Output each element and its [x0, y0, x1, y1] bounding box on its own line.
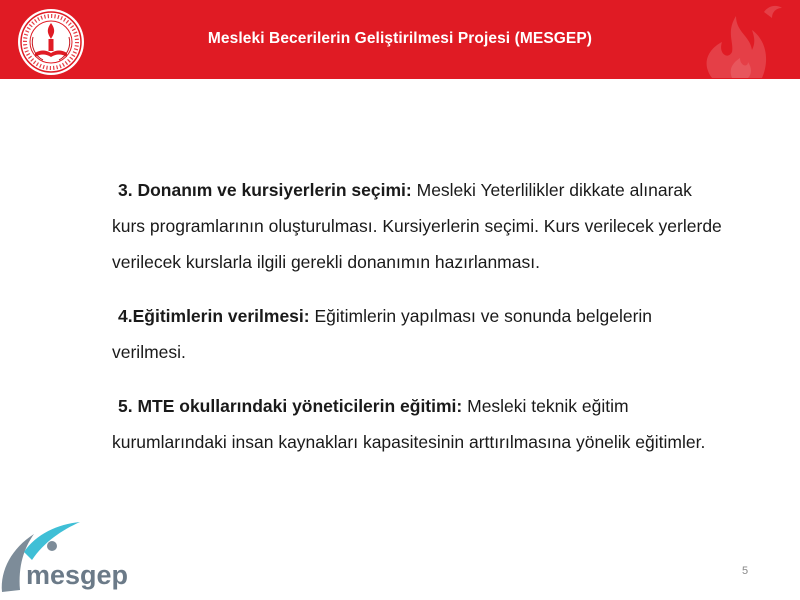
list-item — [112, 388, 722, 460]
list-item — [112, 172, 722, 280]
item-text: Mesleki Yeterlilikler dikkate alınarak kurs programlarının oluşturulması. Kursiyerlerin seçimi. Kurs verilecek yerlerde verilecek kurslarla ilgili gerekli donanımın hazırlanması. — [112, 180, 722, 272]
mesgep-logo — [0, 518, 160, 600]
page-title: Mesleki Becerilerin Geliştirilmesi Projesi (MESGEP) — [207, 30, 593, 47]
mesgep-logo-text: mesgep — [26, 560, 129, 590]
flame-watermark-icon — [692, 2, 792, 78]
item-heading: 5. MTE okullarındaki yöneticilerin eğitimi: — [118, 396, 463, 416]
item-heading: 3. Donanım ve kursiyerlerin seçimi: — [118, 180, 412, 200]
item-text: Eğitimlerin yapılması ve sonunda belgelerin verilmesi. — [112, 306, 653, 362]
list-item — [112, 298, 722, 370]
slide-content — [112, 172, 722, 478]
page-number: 5 — [742, 565, 749, 577]
header-bar — [0, 0, 800, 79]
item-heading: 4.Eğitimlerin verilmesi: — [118, 306, 310, 326]
item-text: Mesleki teknik eğitim kurumlarındaki insan kaynakları kapasitesinin arttırılmasına yönelik eğitimler. — [112, 396, 706, 452]
meb-logo-icon — [13, 7, 89, 77]
